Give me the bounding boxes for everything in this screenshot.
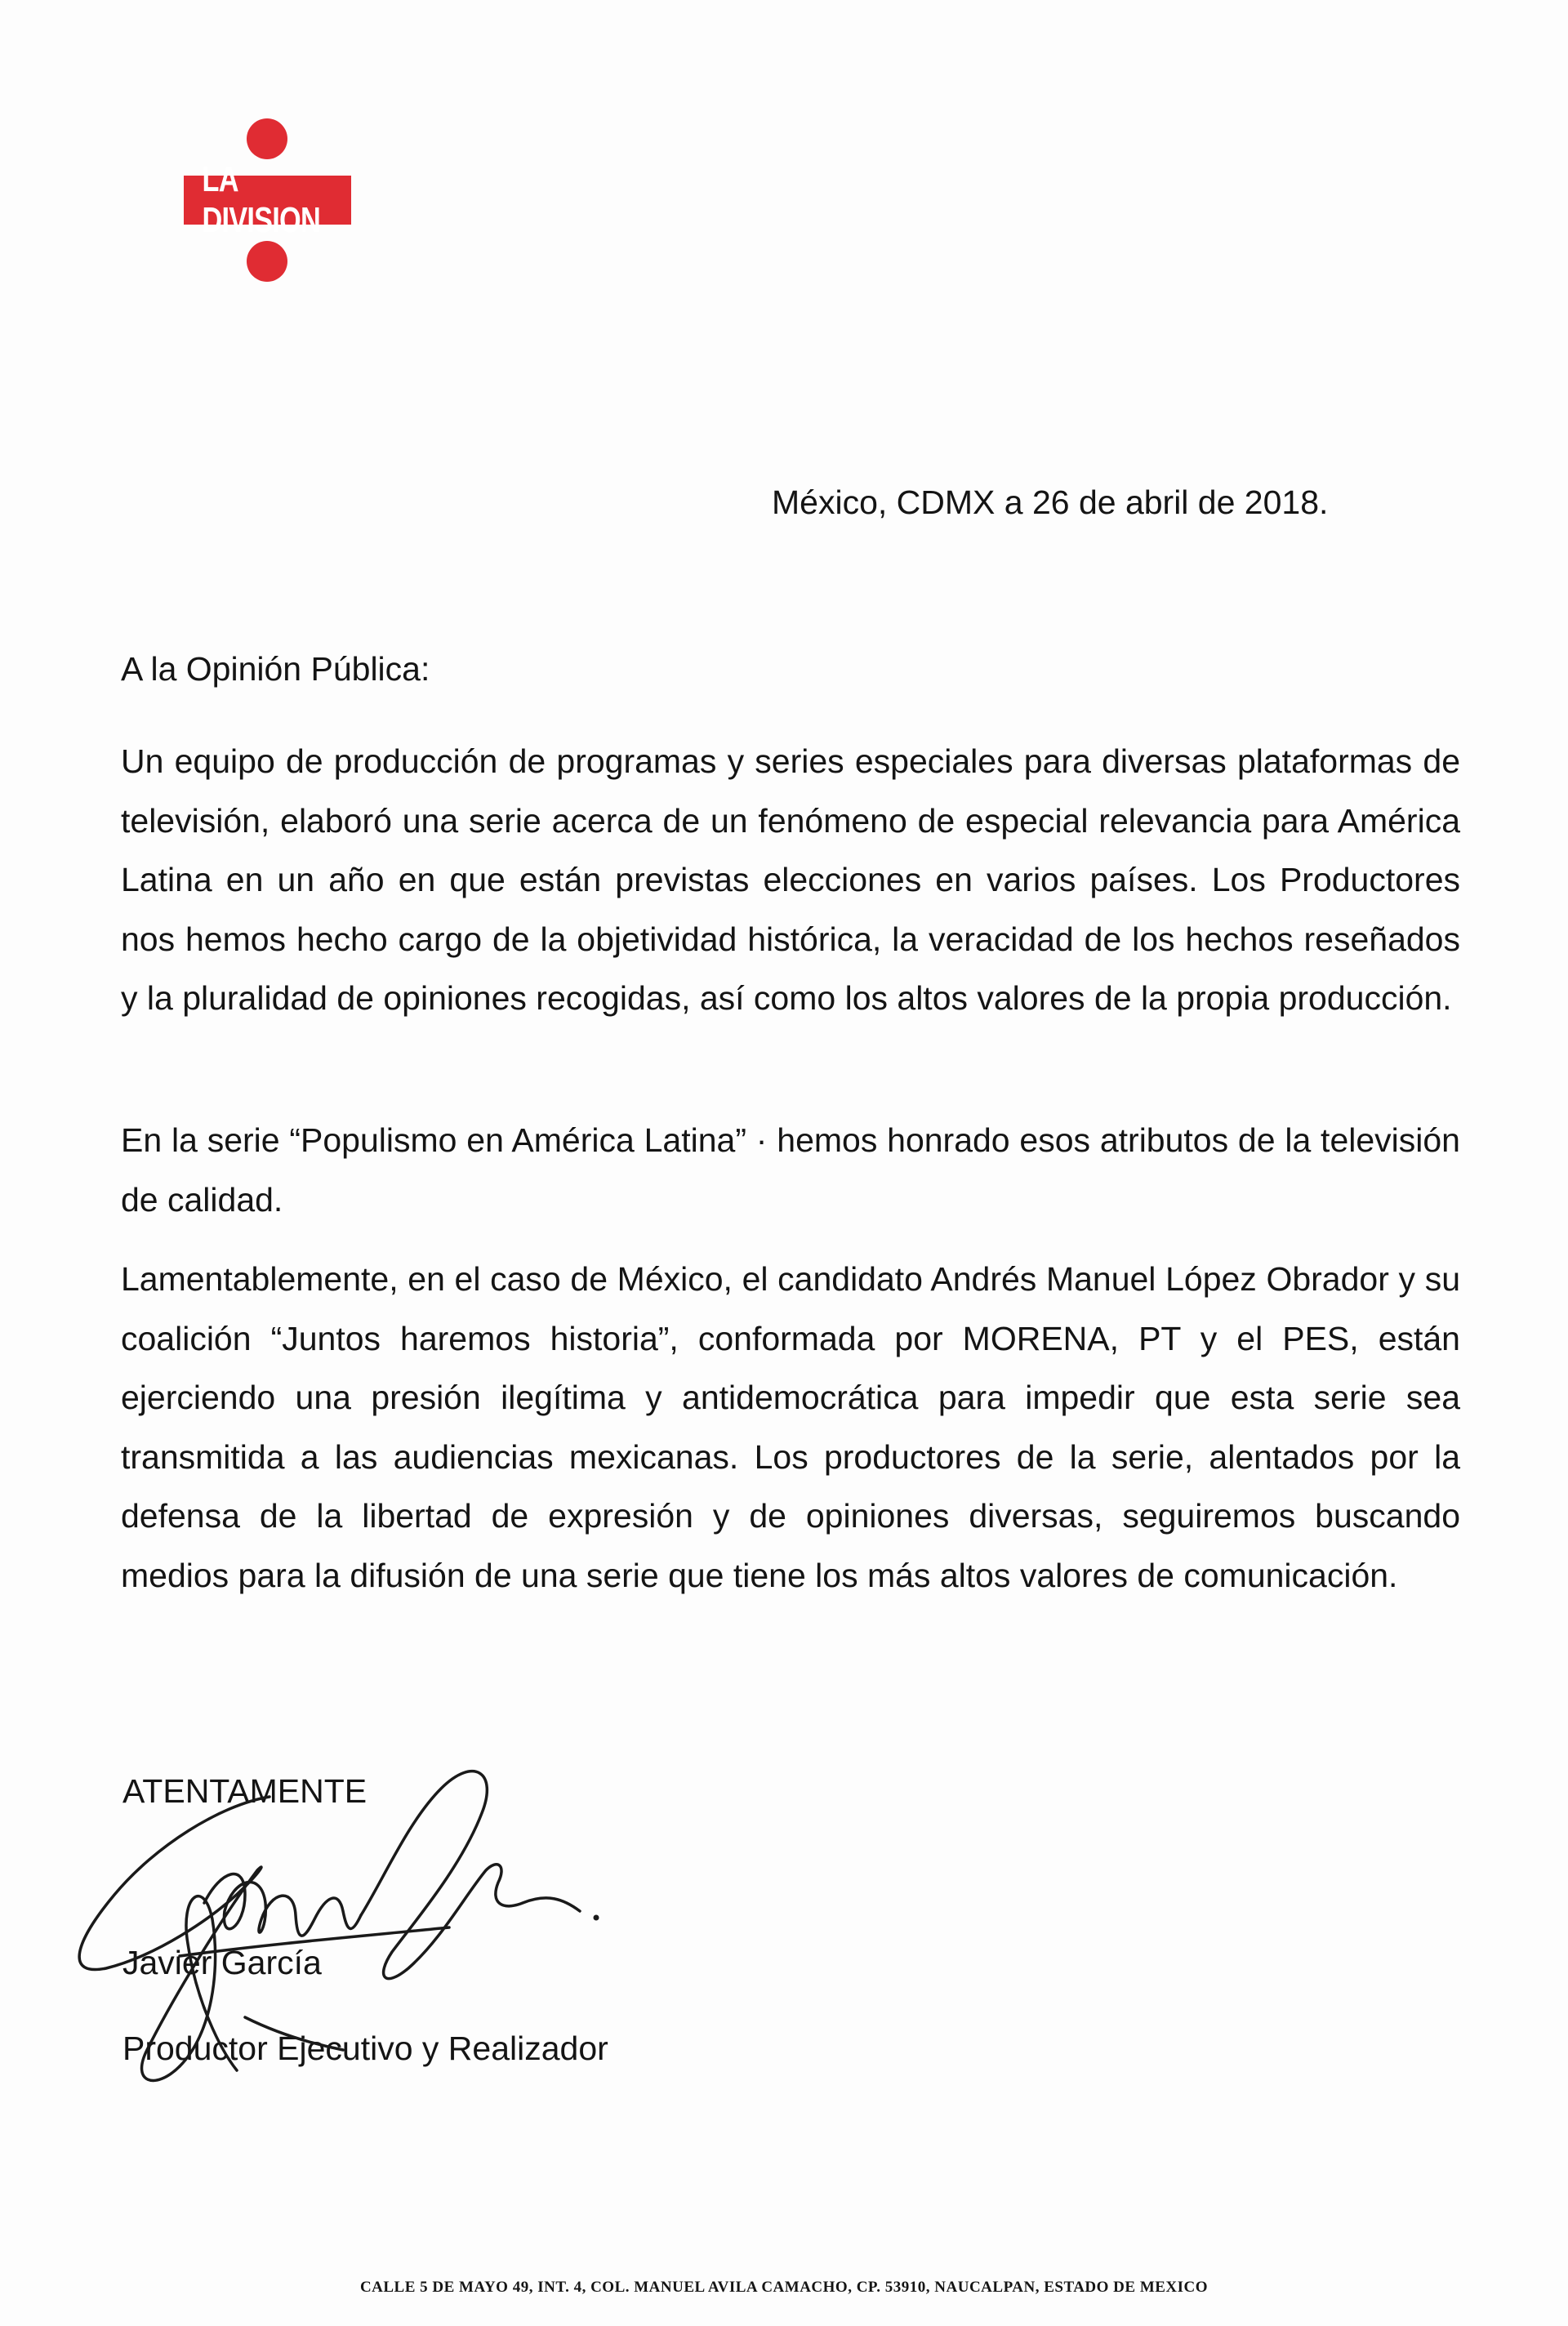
paragraph-1: Un equipo de producción de programas y series especiales para diversas plataformas de televisión, elaboró una serie acerca de un fenómeno de especial relevancia para América Latina en un año en que están previstas elecciones en varios países. Los Productores nos hemos hecho cargo de la objetividad histórica, la veracidad de los hechos reseñados y la pluralidad de opiniones recogidas, así como los altos valores de la propia producción.	[121, 742, 1460, 1018]
logo-top-dot	[247, 118, 287, 159]
salutation: A la Opinión Pública:	[121, 650, 430, 688]
la-division-logo	[184, 114, 351, 286]
logo-bottom-dot	[247, 241, 287, 282]
signer-name: Javier García	[122, 1944, 322, 1981]
signer-title: Productor Ejecutivo y Realizador	[122, 2030, 608, 2067]
footer-address: CALLE 5 DE MAYO 49, INT. 4, COL. MANUEL AVILA CAMACHO, CP. 53910, NAUCALPAN, ESTADO DE MEXICO	[359, 2279, 1209, 2296]
logo-bar	[184, 159, 351, 240]
date-line: México, CDMX a 26 de abril de 2018.	[772, 483, 1329, 521]
paragraph-2: En la serie “Populismo en América Latina” · hemos honrado esos atributos de la televisión de calidad.	[121, 1121, 1460, 1219]
closing: ATENTAMENTE	[122, 1772, 368, 1810]
handwritten-signature	[57, 1707, 629, 2115]
paragraph-3: Lamentablemente, en el caso de México, el candidato Andrés Manuel López Obrador y su coalición “Juntos haremos historia”, conformada por MORENA, PT y el PES, están ejerciendo una presión ilegítima y antidemocrática para impedir que esta serie sea transmitida a las audiencias mexicanas. Los productores de la serie, alentados por la defensa de la libertad de expresión y de opiniones diversas, seguiremos buscando medios para la difusión de una serie que tiene los más altos valores de comunicación.	[121, 1260, 1460, 1594]
logo-text: LA DIVISION	[202, 159, 320, 240]
